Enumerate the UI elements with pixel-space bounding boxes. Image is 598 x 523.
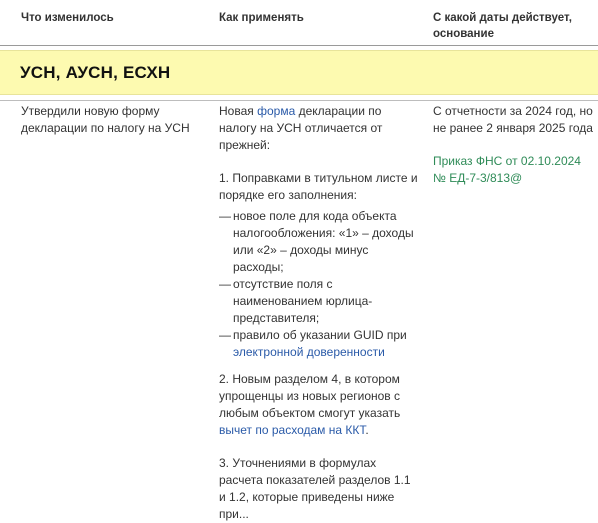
header-how-to-apply: Как применять: [219, 12, 304, 24]
cell-how-to-apply: [219, 103, 419, 523]
section-band: [0, 50, 598, 95]
electronic-power-of-attorney-link[interactable]: электронной доверенности: [233, 345, 385, 359]
dash-mark: —: [219, 277, 231, 291]
cell-what-changed: [21, 103, 206, 137]
list-item: — отсутствие поля с наименованием юрлица-представителя;: [219, 277, 373, 325]
intro-before: Новая: [219, 104, 258, 118]
header-effective-date: С какой даты действует, основание: [433, 12, 572, 40]
header-what-changed: Что изменилось: [21, 12, 114, 24]
section-title: УСН, АУСН, ЕСХН: [20, 63, 171, 82]
fns-order-link[interactable]: Приказ ФНС от 02.10.2024 № ЕД-7-3/813@: [433, 154, 581, 185]
point-1: 1. Поправками в титульном листе и порядке его заполнения:: [219, 171, 418, 202]
table-header: [0, 0, 598, 46]
kkt-deduction-link[interactable]: вычет по расходам на ККТ: [219, 423, 366, 437]
cell-effective-date: [433, 103, 595, 187]
effective-date-text: С отчетности за 2024 год, но не ранее 2 января 2025 года: [433, 104, 593, 135]
list-item: — правило об указании GUID при электронной доверенности: [219, 328, 407, 359]
point-2: 2. Новым разделом 4, в котором упрощенцы из новых регионов с любым объектом смогут указать вычет по расходам на ККТ.: [219, 372, 401, 437]
intro-paragraph: [219, 103, 419, 154]
intro-after: декларации по налогу на УСН отличается от прежней:: [219, 104, 383, 152]
dash-mark: —: [219, 328, 231, 342]
list-item: — новое поле для кода объекта налогообложения: «1» – доходы или «2» – доходы минус расходы;: [219, 209, 414, 274]
what-changed-text: Утвердили новую форму декларации по налогу на УСН: [21, 104, 190, 135]
row-divider: [0, 100, 598, 101]
dash-mark: —: [219, 209, 231, 223]
point-3: 3. Уточнениями в формулах расчета показателей разделов 1.1 и 1.2, которые приведены ниже при...: [219, 456, 411, 521]
changes-list: [219, 208, 419, 361]
form-link[interactable]: форма: [257, 104, 296, 118]
